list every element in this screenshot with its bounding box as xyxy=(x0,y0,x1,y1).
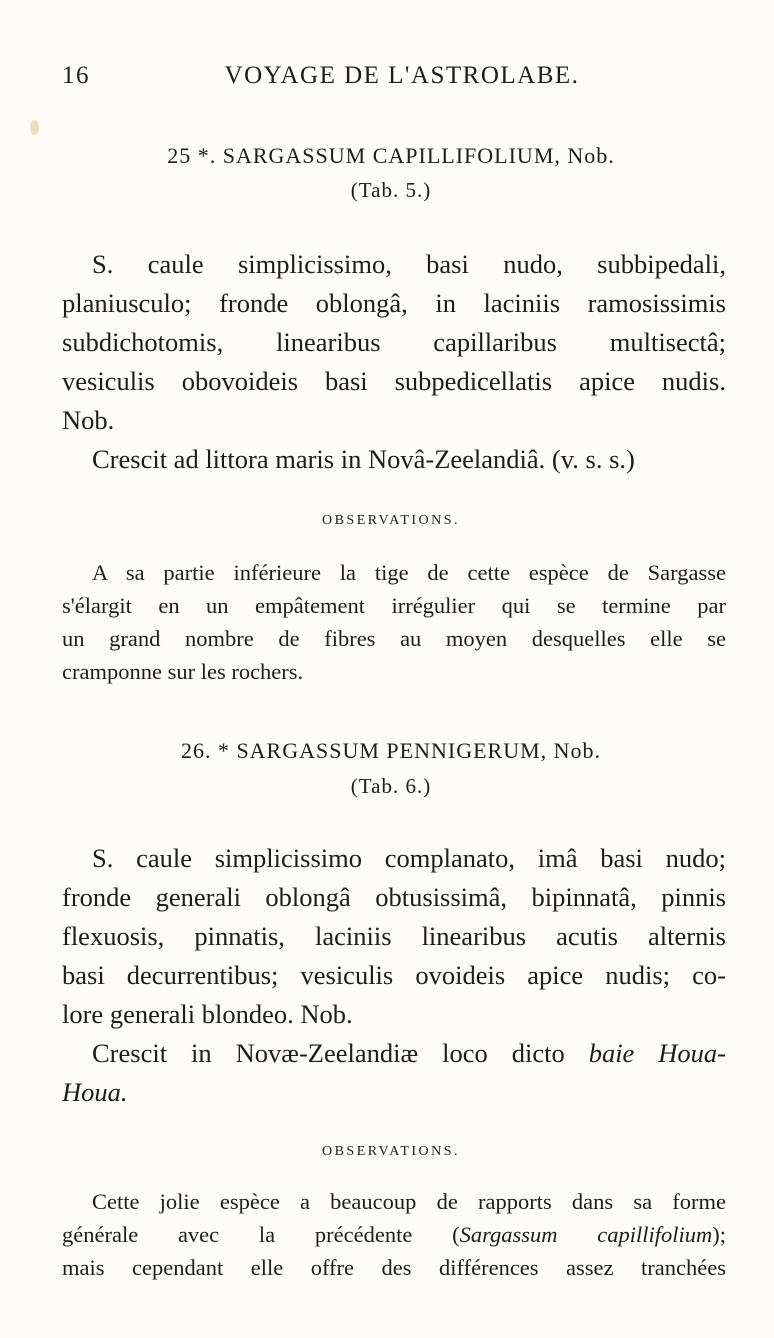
text-line: lore generali blondeo. Nob. xyxy=(62,999,353,1029)
entry-25-habitat: Crescit ad littora maris in Novâ-Zeelandiâ. (v. s. s.) xyxy=(92,444,635,474)
entry-26-observations xyxy=(62,1185,726,1284)
entry-26-title: 26. * SARGASSUM PENNIGERUM, Nob. xyxy=(180,738,602,763)
text-line: Nob. xyxy=(62,405,115,435)
text-line: vesiculis obovoideis basi subpedicellatis apice nudis. xyxy=(62,366,726,396)
entry-25-observations-heading: OBSERVATIONS. xyxy=(321,513,461,528)
entry-26-habitat-line-2: Houa. xyxy=(62,1077,128,1107)
text-line: planiusculo; fronde oblongâ, in laciniis ramosissimis xyxy=(62,288,726,318)
entry-25-title: 25 *. SARGASSUM CAPILLIFOLIUM, Nob. xyxy=(167,143,615,168)
running-title: VOYAGE DE L'ASTROLABE. xyxy=(224,62,580,89)
page-header xyxy=(62,62,722,102)
entry-26-habitat-line-1 xyxy=(62,1034,726,1073)
text-line: mais cependant elle offre des différences assez tranchées xyxy=(62,1255,726,1280)
entry-26-observations-heading: OBSERVATIONS. xyxy=(321,1144,461,1159)
text-line: fronde generali oblongâ obtusissimâ, bipinnatâ, pinnis xyxy=(62,882,726,912)
text-line: Cette jolie espèce a beaucoup de rapports dans sa forme xyxy=(92,1189,726,1214)
text-line: S. caule simplicissimo complanato, imâ basi nudo; xyxy=(92,843,726,873)
habitat-place-italic: baie Houa- xyxy=(588,1038,727,1068)
ink-blot xyxy=(30,120,39,135)
text-line: A sa partie inférieure la tige de cette espèce de Sargasse xyxy=(92,560,726,585)
entry-25-observations xyxy=(62,556,726,688)
entry-26-tab: (Tab. 6.) xyxy=(350,774,432,798)
text-line xyxy=(62,1218,726,1251)
text-line: un grand nombre de fibres au moyen desquelles elle se xyxy=(62,626,726,651)
habitat-text: Crescit in Novæ-Zeelandiæ loco dicto xyxy=(92,1038,565,1068)
text-line: S. caule simplicissimo, basi nudo, subbipedali, xyxy=(92,249,726,279)
text-line: s'élargit en un empâtement irrégulier qui se termine par xyxy=(62,593,726,618)
text-line: flexuosis, pinnatis, laciniis linearibus acutis alternis xyxy=(62,921,726,951)
entry-26-description xyxy=(62,839,726,1112)
obs-text: générale avec la précédente ( xyxy=(62,1222,460,1247)
obs-text: ); xyxy=(712,1222,726,1247)
entry-25-description xyxy=(62,245,726,479)
entry-25-tab: (Tab. 5.) xyxy=(350,178,432,202)
text-line: basi decurrentibus; vesiculis ovoideis apice nudis; co- xyxy=(62,960,726,990)
text-line: subdichotomis, linearibus capillaribus multisectâ; xyxy=(62,327,726,357)
species-name-italic: Sargassum capillifolium xyxy=(459,1222,713,1247)
text-line: cramponne sur les rochers. xyxy=(62,659,304,684)
page-number: 16 xyxy=(62,62,90,89)
